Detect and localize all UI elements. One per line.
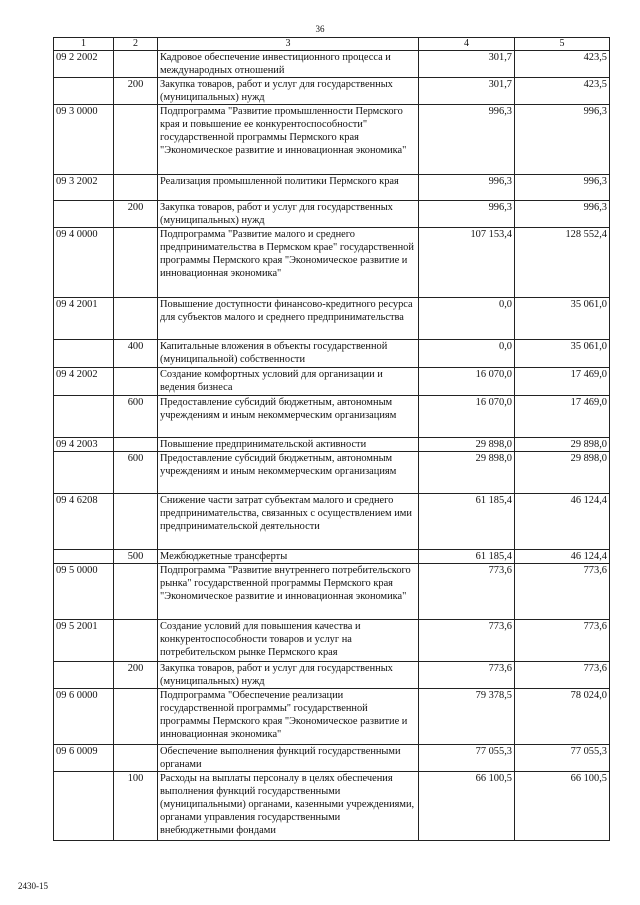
expense-type-cell [114, 745, 158, 772]
table-row [54, 78, 610, 105]
row-code-cell: 09 3 2002 [54, 175, 114, 201]
value-year2-cell: 128 552,4 [515, 228, 610, 298]
table-header-row [54, 38, 610, 51]
page-number: 36 [315, 24, 325, 34]
column-header-1: 1 [54, 38, 114, 51]
table-row [54, 175, 610, 201]
row-name-cell: Закупка товаров, работ и услуг для государственных (муниципальных) нужд [158, 78, 419, 105]
row-code-cell: 09 4 2001 [54, 298, 114, 340]
table-row [54, 772, 610, 841]
expense-type-cell [114, 689, 158, 745]
row-code-cell: 09 5 0000 [54, 564, 114, 620]
expense-type-cell: 600 [114, 396, 158, 438]
table-row [54, 564, 610, 620]
table-row [54, 228, 610, 298]
table-row [54, 452, 610, 494]
expense-type-cell: 400 [114, 340, 158, 368]
value-year2-cell: 29 898,0 [515, 438, 610, 452]
document-code: 2430-15 [18, 881, 48, 891]
value-year1-cell: 61 185,4 [419, 494, 515, 550]
expense-type-cell: 200 [114, 78, 158, 105]
column-header-4: 4 [419, 38, 515, 51]
value-year2-cell: 423,5 [515, 51, 610, 78]
row-code-cell: 09 3 0000 [54, 105, 114, 175]
row-code-cell: 09 5 2001 [54, 620, 114, 662]
value-year1-cell: 61 185,4 [419, 550, 515, 564]
row-name-cell: Предоставление субсидий бюджетным, автономным учреждениям и иным некоммерческим организациям [158, 452, 419, 494]
expense-type-cell: 600 [114, 452, 158, 494]
expense-type-cell: 200 [114, 201, 158, 228]
row-name-cell: Кадровое обеспечение инвестиционного процесса и международных отношений [158, 51, 419, 78]
value-year2-cell: 66 100,5 [515, 772, 610, 841]
row-name-cell: Повышение доступности финансово-кредитного ресурса для субъектов малого и среднего предпринимательства [158, 298, 419, 340]
row-code-cell [54, 772, 114, 841]
row-name-cell: Межбюджетные трансферты [158, 550, 419, 564]
row-name-cell: Предоставление субсидий бюджетным, автономным учреждениям и иным некоммерческим организациям [158, 396, 419, 438]
value-year1-cell: 107 153,4 [419, 228, 515, 298]
expense-type-cell [114, 51, 158, 78]
expense-type-cell [114, 175, 158, 201]
value-year1-cell: 16 070,0 [419, 368, 515, 396]
row-name-cell: Снижение части затрат субъектам малого и среднего предпринимательства, связанных с осуществлением ими предпринимательской деятельности [158, 494, 419, 550]
table-body [54, 51, 610, 841]
value-year1-cell: 0,0 [419, 340, 515, 368]
expense-type-cell [114, 564, 158, 620]
value-year2-cell: 46 124,4 [515, 550, 610, 564]
row-code-cell [54, 201, 114, 228]
value-year1-cell: 79 378,5 [419, 689, 515, 745]
row-name-cell: Подпрограмма "Развитие внутреннего потребительского рынка" государственной программы Пермского края "Экономическое развитие и инновационная экономика" [158, 564, 419, 620]
expense-type-cell: 500 [114, 550, 158, 564]
value-year1-cell: 29 898,0 [419, 438, 515, 452]
value-year1-cell: 0,0 [419, 298, 515, 340]
value-year2-cell: 17 469,0 [515, 368, 610, 396]
value-year2-cell: 996,3 [515, 105, 610, 175]
expense-type-cell [114, 438, 158, 452]
value-year2-cell: 46 124,4 [515, 494, 610, 550]
row-code-cell [54, 340, 114, 368]
value-year2-cell: 35 061,0 [515, 340, 610, 368]
value-year1-cell: 996,3 [419, 105, 515, 175]
table-row [54, 620, 610, 662]
value-year2-cell: 773,6 [515, 662, 610, 689]
row-code-cell [54, 452, 114, 494]
expense-type-cell: 100 [114, 772, 158, 841]
value-year1-cell: 77 055,3 [419, 745, 515, 772]
budget-table [53, 37, 610, 841]
row-name-cell: Создание условий для повышения качества и конкурентоспособности товаров и услуг на потребительском рынке Пермского края [158, 620, 419, 662]
row-name-cell: Подпрограмма "Развитие малого и среднего предпринимательства в Пермском крае" государственной программы Пермского края "Экономическое развитие и инновационная экономика" [158, 228, 419, 298]
expense-type-cell: 200 [114, 662, 158, 689]
column-header-2: 2 [114, 38, 158, 51]
row-code-cell [54, 550, 114, 564]
row-name-cell: Создание комфортных условий для организации и ведения бизнеса [158, 368, 419, 396]
row-name-cell: Расходы на выплаты персоналу в целях обеспечения выполнения функций государственными (муниципальными) органами, казенными учреждениями, органами управления государственными внебюджетными фондами [158, 772, 419, 841]
row-code-cell [54, 78, 114, 105]
row-code-cell: 09 4 6208 [54, 494, 114, 550]
value-year2-cell: 35 061,0 [515, 298, 610, 340]
value-year2-cell: 423,5 [515, 78, 610, 105]
row-code-cell: 09 2 2002 [54, 51, 114, 78]
expense-type-cell [114, 228, 158, 298]
column-header-5: 5 [515, 38, 610, 51]
table-row [54, 494, 610, 550]
column-header-3: 3 [158, 38, 419, 51]
value-year1-cell: 773,6 [419, 620, 515, 662]
table-row [54, 396, 610, 438]
row-code-cell [54, 396, 114, 438]
table-row [54, 550, 610, 564]
value-year1-cell: 996,3 [419, 201, 515, 228]
table-row [54, 201, 610, 228]
row-code-cell: 09 4 2002 [54, 368, 114, 396]
value-year2-cell: 77 055,3 [515, 745, 610, 772]
row-code-cell [54, 662, 114, 689]
row-name-cell: Подпрограмма "Обеспечение реализации государственной программы" государственной программы Пермского края "Экономическое развитие и инновационная экономика" [158, 689, 419, 745]
row-name-cell: Закупка товаров, работ и услуг для государственных (муниципальных) нужд [158, 201, 419, 228]
expense-type-cell [114, 105, 158, 175]
value-year2-cell: 996,3 [515, 201, 610, 228]
table-row [54, 298, 610, 340]
table-row [54, 340, 610, 368]
value-year2-cell: 773,6 [515, 620, 610, 662]
value-year2-cell: 996,3 [515, 175, 610, 201]
table-row [54, 745, 610, 772]
value-year2-cell: 78 024,0 [515, 689, 610, 745]
row-name-cell: Капитальные вложения в объекты государственной (муниципальной) собственности [158, 340, 419, 368]
row-name-cell: Подпрограмма "Развитие промышленности Пермского края и повышение ее конкурентоспособности" государственной программы Пермского края "Экономическое развитие и инновационная экономика" [158, 105, 419, 175]
value-year1-cell: 773,6 [419, 564, 515, 620]
value-year1-cell: 996,3 [419, 175, 515, 201]
table-row [54, 51, 610, 78]
expense-type-cell [114, 298, 158, 340]
row-code-cell: 09 4 0000 [54, 228, 114, 298]
row-name-cell: Реализация промышленной политики Пермского края [158, 175, 419, 201]
table-row [54, 689, 610, 745]
value-year2-cell: 29 898,0 [515, 452, 610, 494]
value-year2-cell: 17 469,0 [515, 396, 610, 438]
row-name-cell: Закупка товаров, работ и услуг для государственных (муниципальных) нужд [158, 662, 419, 689]
value-year1-cell: 773,6 [419, 662, 515, 689]
row-code-cell: 09 4 2003 [54, 438, 114, 452]
value-year1-cell: 16 070,0 [419, 396, 515, 438]
expense-type-cell [114, 368, 158, 396]
value-year1-cell: 301,7 [419, 78, 515, 105]
table-row [54, 438, 610, 452]
table-row [54, 662, 610, 689]
row-code-cell: 09 6 0009 [54, 745, 114, 772]
expense-type-cell [114, 494, 158, 550]
value-year1-cell: 66 100,5 [419, 772, 515, 841]
table-row [54, 105, 610, 175]
value-year1-cell: 301,7 [419, 51, 515, 78]
table-row [54, 368, 610, 396]
row-name-cell: Обеспечение выполнения функций государственными органами [158, 745, 419, 772]
expense-type-cell [114, 620, 158, 662]
value-year1-cell: 29 898,0 [419, 452, 515, 494]
value-year2-cell: 773,6 [515, 564, 610, 620]
row-code-cell: 09 6 0000 [54, 689, 114, 745]
row-name-cell: Повышение предпринимательской активности [158, 438, 419, 452]
